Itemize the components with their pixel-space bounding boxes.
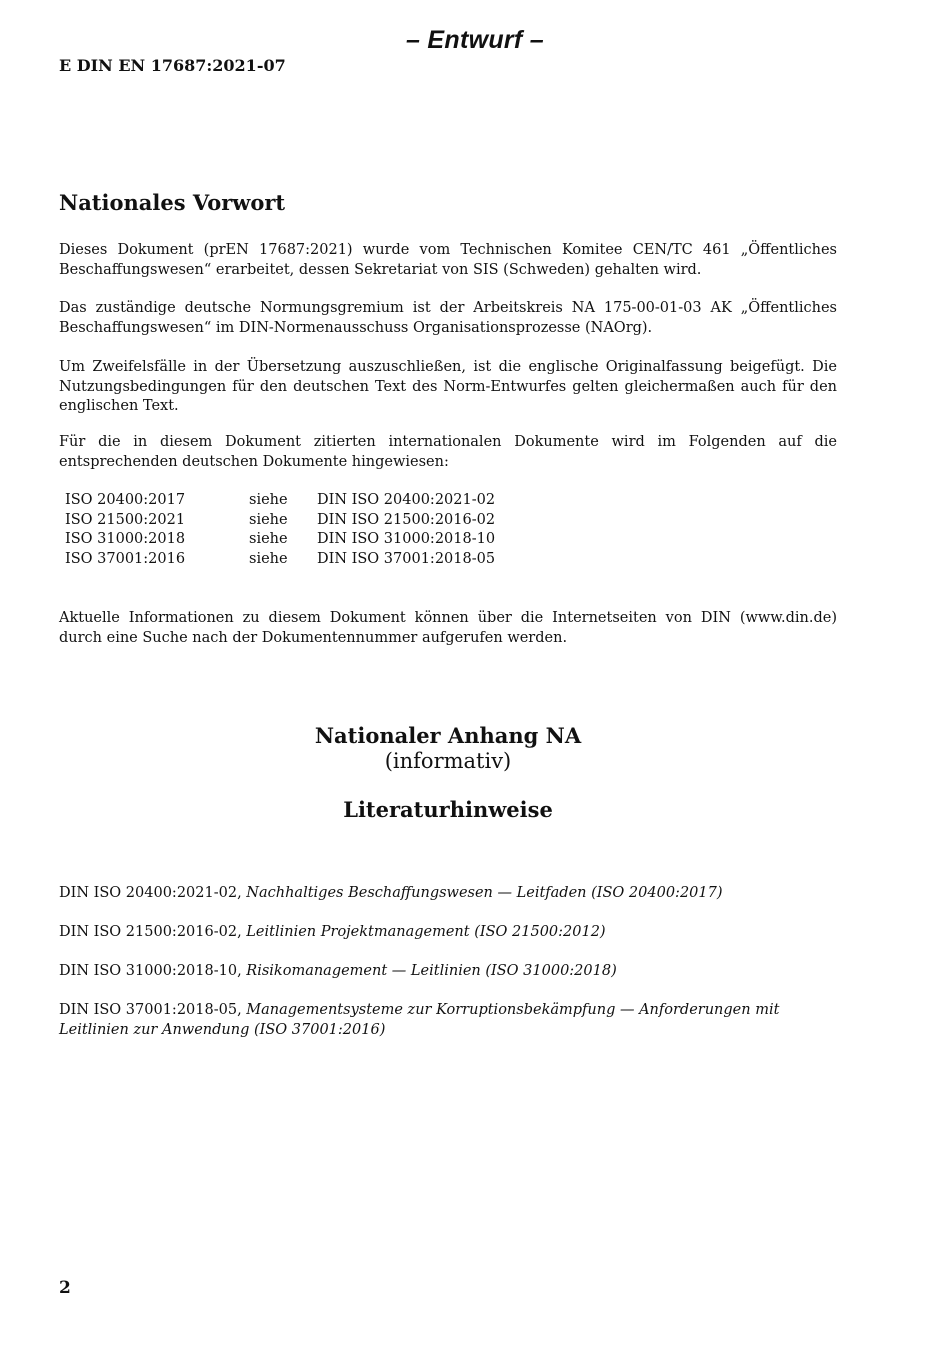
vorwort-closing-paragraph: Aktuelle Informationen zu diesem Dokument können über die Internetseiten von DIN (www.din.de) durch eine Suche nach der Dokumentennummer aufgerufen werden. — [59, 610, 837, 646]
mapping-row — [65, 511, 577, 531]
din-standard: DIN ISO 21500:2016-02 — [317, 511, 496, 528]
din-standard: DIN ISO 20400:2021-02 — [317, 492, 496, 508]
reference-code: DIN ISO 31000:2018-10, — [59, 963, 247, 979]
iso-standard: ISO 21500:2021 — [65, 511, 186, 528]
iso-standard: ISO 20400:2017 — [65, 492, 186, 508]
reference-code: DIN ISO 37001:2018-05, — [59, 1002, 247, 1018]
vorwort-paragraph: Das zuständige deutsche Normungsgremium ist der Arbeitskreis NA 175-00-01-03 AK „Öffentliches Beschaffungswesen“ im DIN-Normenausschuss Organisationsprozesse (NAOrg). — [59, 300, 837, 336]
din-standard: DIN ISO 37001:2018-05 — [317, 551, 496, 568]
see-label: siehe — [249, 551, 288, 568]
see-label: siehe — [249, 511, 288, 528]
reference-code: DIN ISO 20400:2021-02, — [59, 885, 247, 901]
mapping-row — [65, 530, 577, 550]
reference-title: Risikomanagement — Leitlinien (ISO 31000:2018) — [246, 963, 617, 979]
reference-item — [59, 884, 829, 904]
reference-title: Managementsysteme zur Korruptionsbekämpfung — Anforderungen mit Leitlinien zur Anwendung (ISO 37001:2016) — [59, 1002, 780, 1038]
document-id: E DIN EN 17687:2021-07 — [59, 56, 286, 75]
draft-label: – Entwurf – — [405, 26, 545, 54]
vorwort-paragraph: Dieses Dokument (prEN 17687:2021) wurde vom Technischen Komitee CEN/TC 461 „Öffentliches Beschaffungswesen“ erarbeitet, dessen Sekretariat von SIS (Schweden) gehalten wird. — [59, 242, 837, 278]
reference-item — [59, 962, 829, 982]
vorwort-paragraph: Um Zweifelsfälle in der Übersetzung auszuschließen, ist die englische Originalfassung beigefügt. Die Nutzungsbedingungen für den deutschen Text des Norm-Entwurfes gelten gleichermaßen auch für den englischen Text. — [59, 359, 837, 414]
vorwort-paragraph: Für die in diesem Dokument zitierten internationalen Dokumente wird im Folgenden auf die entsprechenden deutschen Dokumente hingewiesen: — [59, 434, 837, 470]
iso-standard: ISO 31000:2018 — [65, 531, 186, 548]
reference-title: Nachhaltiges Beschaffungswesen — Leitfaden (ISO 20400:2017) — [246, 885, 723, 901]
page-number: 2 — [59, 1278, 71, 1298]
standards-mapping-list — [65, 491, 577, 570]
annex-title: Nationaler Anhang NA — [314, 723, 582, 748]
literature-title: Literaturhinweise — [343, 797, 553, 822]
reference-title: Leitlinien Projektmanagement (ISO 21500:2012) — [246, 924, 606, 940]
section-title-nationales-vorwort: Nationales Vorwort — [59, 190, 286, 215]
see-label: siehe — [249, 531, 288, 548]
reference-item — [59, 923, 829, 943]
din-standard: DIN ISO 31000:2018-10 — [317, 531, 496, 548]
iso-standard: ISO 37001:2016 — [65, 551, 186, 568]
annex-subtitle: (informativ) — [384, 749, 512, 773]
mapping-row — [65, 491, 577, 511]
reference-code: DIN ISO 21500:2016-02, — [59, 924, 247, 940]
reference-item — [59, 1001, 829, 1040]
see-label: siehe — [249, 492, 288, 508]
mapping-row — [65, 550, 577, 570]
